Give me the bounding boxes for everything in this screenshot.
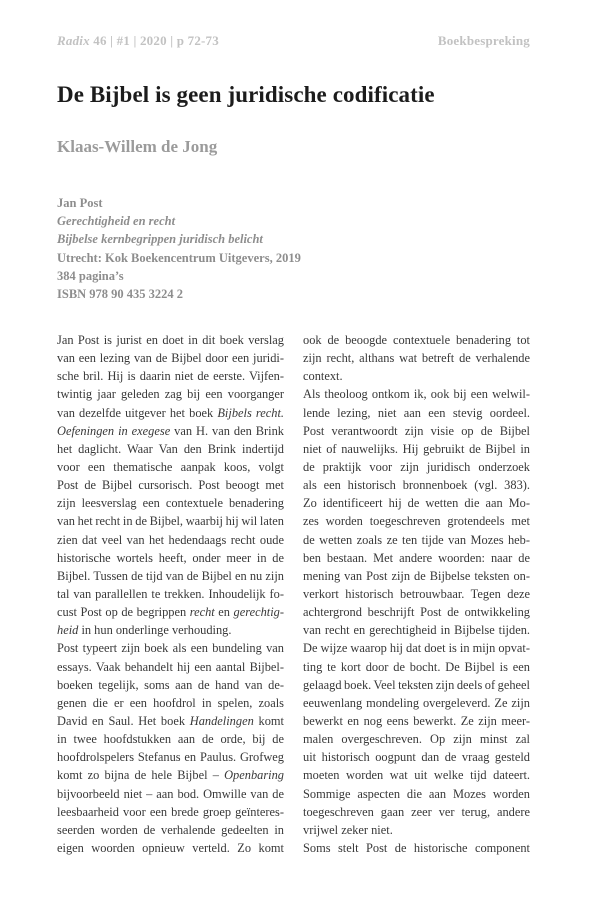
book-info-line: Utrecht: Kok Boekencentrum Uitgevers, 2019 — [57, 250, 301, 265]
text-line: Post de Bijbel cursorisch. Post beoogt met — [57, 478, 284, 493]
text-line: Post verantwoordt zijn visie op de Bijbel — [303, 423, 530, 438]
text-line: als een historisch bronnenboek (vgl. 383). — [303, 478, 530, 493]
text-line: ook de beoogde contextuele benadering tot — [303, 333, 530, 347]
text-line: uit historisch oogpunt dan de vraag gesteld — [303, 750, 530, 765]
text-line: eeuwenlang mondeling overgeleverd. Ze zijn — [303, 695, 530, 710]
text-line: van het recht in de Bijbel, waarbij hij wil laten — [57, 514, 284, 529]
text-line: eigen woorden opnieuw verteld. Zo komt — [57, 840, 284, 855]
text-line: achtergrond beschrijft Post de ontwikkeling — [303, 605, 530, 620]
text-line: van recht en gerechtigheid in Bijbelse tijden. — [303, 623, 530, 638]
text-line: de wetten zoals ze ten tijde van Mozes heb- — [303, 532, 530, 547]
text-line: Als theoloog ontkom ik, ook bij een welwil- — [303, 387, 530, 402]
text-line: malen overgeschreven. Op zijn minst zal — [303, 732, 530, 747]
text-line: vrijwel zeker niet. — [303, 822, 393, 837]
article-author: Klaas-Willem de Jong — [57, 137, 218, 156]
text-line: bijvoorbeeld niet – aan bod. Omwille van de — [57, 786, 284, 801]
text-line: Sommige aspecten die aan Mozes worden — [303, 786, 530, 801]
text-line: toegeschreven gaan zeer ver terug, andere — [303, 804, 530, 819]
text-line: seerden worden de verhalende gedeelten in — [57, 822, 284, 837]
text-line: moeten worden wat uit welke tijd dateert. — [303, 768, 530, 783]
book-info-line: Bijbelse kernbegrippen juridisch belicht — [57, 232, 263, 247]
book-info-line: 384 pagina’s — [57, 268, 124, 283]
book-info-block — [57, 194, 530, 303]
text-line: zijn leesverslag een contextuele benadering — [57, 496, 284, 511]
text-line: essays. Vaak behandelt hij een aantal Bijbel- — [57, 659, 284, 674]
journal-citation: Radix 46 | #1 | 2020 | p 72-73 — [57, 33, 219, 48]
book-info-line: Jan Post — [57, 196, 103, 210]
text-line: zien dat veel van het hedendaags recht oude — [57, 532, 284, 547]
text-line: verkort historisch betrouwbaar. Tegen deze — [303, 586, 530, 601]
text-line: context. — [303, 369, 343, 384]
text-line: gelaagd boek. Veel teksten zijn deels of geheel — [303, 677, 530, 692]
text-line: sche bril. Hij is daarin niet de eerste. Vijfen- — [57, 369, 284, 384]
text-line: bewerkt en nog eens bewerkt. Ze zijn meer- — [303, 713, 530, 728]
text-line: lende lezing, niet aan een stevig oordeel. — [303, 405, 530, 420]
text-line: Oefeningen in exegese van H. van den Brink — [57, 423, 284, 438]
text-line: hoofdrolspelers Stefanus en Paulus. Grofweg — [57, 750, 284, 765]
text-line: komt zo bijna de hele Bijbel – Openbaring — [57, 768, 284, 783]
text-line: genen die er een hoofdrol in spelen, zoals — [57, 695, 284, 710]
text-line: in twee hoofdstukken aan de orde, bij de — [57, 732, 284, 747]
text-line: Post typeert zijn boek als een bundeling van — [57, 641, 284, 656]
text-line: tal van parallellen te trekken. Inhoudelijk fo- — [57, 586, 284, 601]
text-line: Bijbel. Tussen de tijd van de Bijbel en nu zijn — [57, 568, 284, 583]
text-line: ting te kort door de bocht. De Bijbel is een — [303, 659, 530, 674]
text-line: Jan Post is jurist en doet in dit boek verslag — [57, 333, 284, 347]
text-line: de praktijk voor zijn juridisch onderzoek — [303, 459, 530, 474]
text-line: voor een thematische aanpak koos, volgt — [57, 459, 284, 474]
text-line: historische wortels heeft, onder meer in de — [57, 550, 284, 565]
book-info-line: Gerechtigheid en recht — [57, 214, 176, 229]
text-line: boeken tegelijk, soms aan de hand van de- — [57, 677, 284, 692]
section-label: Boekbespreking — [437, 33, 530, 48]
text-line: niet of nauwelijks. Hij gebruikt de Bijbel in — [303, 441, 530, 456]
page-header — [57, 33, 530, 49]
article-title: De Bijbel is geen juridische codificatie — [57, 82, 435, 107]
text-line: cust Post op de begrippen recht en gerechtig- — [57, 605, 284, 620]
text-line: zes worden toegeschreven grotendeels met — [303, 514, 530, 529]
text-line: zijn recht, althans wat betreft de verhalende — [303, 351, 530, 366]
text-line: heid in hun onderlinge verhouding. — [57, 623, 232, 638]
text-line: David en Saul. Het boek Handelingen komt — [57, 713, 284, 728]
text-line: De wijze waarop hij dat doet is in mijn opvat- — [303, 641, 530, 656]
text-line: Soms stelt Post de historische component — [303, 840, 530, 855]
text-line: Zo identificeert hij de wetten die aan Mo- — [303, 496, 530, 511]
text-line: van een lezing van de Bijbel door een juridi- — [57, 351, 284, 366]
text-line: twintig jaar geleden zag bij een voorganger — [57, 387, 284, 402]
text-line: van dezelfde uitgever het boek Bijbels recht. — [57, 405, 285, 420]
column-right — [303, 331, 530, 857]
text-line: het daglicht. Waar Van den Brink indertijd — [57, 441, 284, 456]
article-body — [57, 331, 530, 857]
column-left — [57, 331, 284, 857]
book-info-line: ISBN 978 90 435 3224 2 — [57, 286, 184, 301]
text-line: mening van Post zijn de Bijbelse teksten on- — [303, 568, 530, 583]
text-line: leesbaarheid voor een brede groep geïnteres- — [57, 804, 284, 819]
text-line: ben bestaan. Met andere woorden: naar de — [303, 550, 530, 565]
